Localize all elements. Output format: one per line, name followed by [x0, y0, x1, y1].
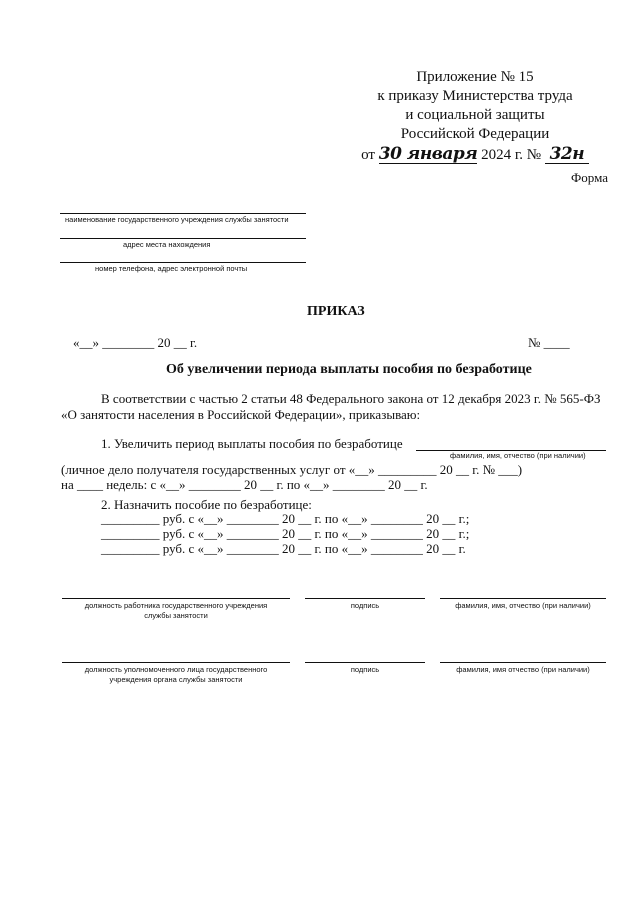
contacts-line: [60, 262, 306, 263]
item2-line1: 2. Назначить пособие по безработице:: [101, 497, 312, 512]
signature1-sign-caption: подпись: [350, 601, 380, 610]
order-number-line: № ____: [528, 335, 570, 350]
order-title: ПРИКАЗ: [307, 304, 365, 319]
contacts-caption: номер телефона, адрес электронной почты: [95, 264, 248, 273]
signature2-name-line: [440, 662, 606, 663]
signature2-sign-line: [305, 662, 425, 663]
year-text: 2024 г. №: [481, 147, 542, 163]
signature1-position-line: [62, 598, 290, 599]
address-caption: адрес места нахождения: [123, 240, 211, 249]
para1-line1: В соответствии с частью 2 статьи 48 Федерального закона от 12 декабря 2023 г. № 565-ФЗ: [101, 391, 601, 406]
signature1-sign-line: [305, 598, 425, 599]
handwritten-date: 30 января: [378, 144, 478, 164]
item1-name-caption: фамилия, имя, отчество (при наличии): [450, 451, 586, 460]
appendix-line-2: к приказу Министерства труда: [377, 88, 573, 104]
order-date-line: «__» ________ 20 __ г.: [73, 335, 198, 350]
date-prefix: от: [361, 147, 375, 163]
item2-row: _________ руб. с «__» ________ 20 __ г. по «__» ________ 20 __ г.;: [101, 511, 470, 526]
appendix-line-4: Российской Федерации: [400, 126, 550, 142]
item1-line2: (личное дело получателя государственных услуг от «__» _________ 20 __ г. № ___): [61, 462, 523, 477]
signature2-position-line: [62, 662, 290, 663]
appendix-line-3: и социальной защиты: [405, 107, 545, 123]
appendix-block: [360, 68, 590, 165]
signature1-name-caption: фамилия, имя, отчество (при наличии): [455, 601, 591, 610]
address-line: [60, 238, 306, 239]
institution-line: [60, 213, 306, 214]
appendix-line-1: Приложение № 15: [416, 69, 534, 85]
appendix-date-line: [360, 146, 590, 165]
para1-line2: «О занятости населения в Российской Федерации», приказываю:: [61, 407, 421, 422]
signature1-position-caption: должность работника государственного учреждения службы занятости: [84, 601, 268, 620]
handwritten-number: 32н: [545, 146, 589, 164]
signature1-name-line: [440, 598, 606, 599]
item2-row: _________ руб. с «__» ________ 20 __ г. по «__» ________ 20 __ г.;: [101, 526, 470, 541]
signature2-name-caption: фамилия, имя отчество (при наличии): [456, 665, 590, 674]
institution-caption: наименование государственного учреждения службы занятости: [65, 215, 289, 224]
item1-line1: 1. Увеличить период выплаты пособия по безработице: [101, 436, 403, 451]
item2-row: _________ руб. с «__» ________ 20 __ г. по «__» ________ 20 __ г.: [101, 541, 466, 556]
signature2-sign-caption: подпись: [350, 665, 380, 674]
item1-line3: на ____ недель: с «__» ________ 20 __ г. по «__» ________ 20 __ г.: [61, 477, 428, 492]
order-subject: Об увеличении периода выплаты пособия по безработице: [166, 362, 532, 377]
signature2-position-caption: должность уполномоченного лица государственного учреждения органа службы занятости: [84, 665, 268, 684]
form-label: Форма: [571, 170, 608, 185]
